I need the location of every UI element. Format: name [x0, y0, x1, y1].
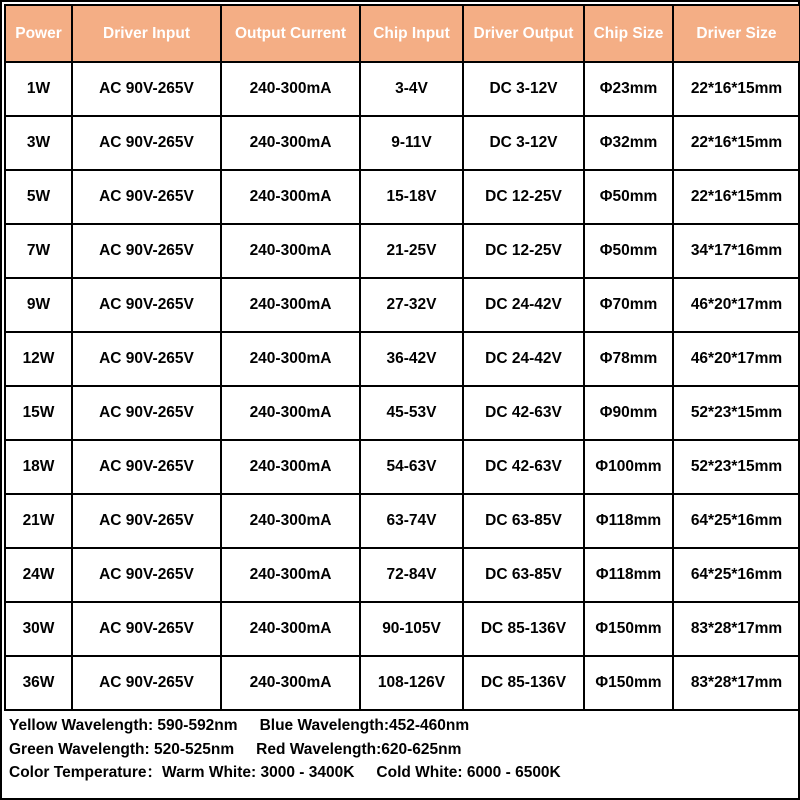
cell-chip-size: Φ70mm: [584, 278, 673, 332]
cell-power: 36W: [5, 656, 72, 710]
cell-output-current: 240-300mA: [221, 224, 360, 278]
cold-white: Cold White: 6000 - 6500K: [376, 764, 561, 781]
cell-driver-size: 46*20*17mm: [673, 332, 800, 386]
cell-chip-size: Φ118mm: [584, 548, 673, 602]
table-row: [5, 494, 800, 548]
table-row: [5, 602, 800, 656]
cell-driver-size: 64*25*16mm: [673, 494, 800, 548]
cell-chip-size: Φ150mm: [584, 602, 673, 656]
cell-driver-size: 83*28*17mm: [673, 602, 800, 656]
cell-driver-output: DC 42-63V: [463, 440, 584, 494]
cell-driver-input: AC 90V-265V: [72, 62, 221, 116]
table-row: [5, 332, 800, 386]
header-power: Power: [5, 5, 72, 62]
cell-power: 15W: [5, 386, 72, 440]
cell-output-current: 240-300mA: [221, 170, 360, 224]
cell-driver-input: AC 90V-265V: [72, 386, 221, 440]
cell-driver-size: 64*25*16mm: [673, 548, 800, 602]
header-driver-size: Driver Size: [673, 5, 800, 62]
cell-output-current: 240-300mA: [221, 548, 360, 602]
cell-driver-size: 22*16*15mm: [673, 62, 800, 116]
cell-driver-input: AC 90V-265V: [72, 602, 221, 656]
cell-output-current: 240-300mA: [221, 494, 360, 548]
table-header-row: [5, 5, 800, 62]
cell-driver-size: 46*20*17mm: [673, 278, 800, 332]
cell-chip-input: 15-18V: [360, 170, 463, 224]
cell-output-current: 240-300mA: [221, 440, 360, 494]
cell-driver-size: 52*23*15mm: [673, 440, 800, 494]
cell-chip-size: Φ78mm: [584, 332, 673, 386]
cell-driver-input: AC 90V-265V: [72, 656, 221, 710]
table-row: [5, 548, 800, 602]
notes-line-wavelength-2: [9, 738, 794, 762]
color-temperature-label: Color Temperature：: [9, 764, 163, 781]
header-chip-input: Chip Input: [360, 5, 463, 62]
cell-chip-size: Φ150mm: [584, 656, 673, 710]
cell-driver-output: DC 3-12V: [463, 116, 584, 170]
cell-output-current: 240-300mA: [221, 278, 360, 332]
cell-driver-input: AC 90V-265V: [72, 494, 221, 548]
cell-power: 12W: [5, 332, 72, 386]
cell-driver-size: 34*17*16mm: [673, 224, 800, 278]
spec-notes: [9, 714, 794, 785]
spec-table: [4, 4, 800, 711]
cell-power: 7W: [5, 224, 72, 278]
cell-chip-size: Φ23mm: [584, 62, 673, 116]
cell-driver-output: DC 12-25V: [463, 224, 584, 278]
cell-driver-input: AC 90V-265V: [72, 332, 221, 386]
cell-chip-input: 45-53V: [360, 386, 463, 440]
cell-driver-output: DC 24-42V: [463, 332, 584, 386]
table-row: [5, 440, 800, 494]
cell-driver-output: DC 63-85V: [463, 548, 584, 602]
cell-chip-size: Φ50mm: [584, 170, 673, 224]
cell-chip-size: Φ32mm: [584, 116, 673, 170]
cell-driver-output: DC 24-42V: [463, 278, 584, 332]
cell-output-current: 240-300mA: [221, 332, 360, 386]
cell-output-current: 240-300mA: [221, 386, 360, 440]
cell-power: 21W: [5, 494, 72, 548]
cell-driver-size: 22*16*15mm: [673, 116, 800, 170]
warm-white: Warm White: 3000 - 3400K: [162, 764, 355, 781]
cell-driver-output: DC 85-136V: [463, 602, 584, 656]
cell-driver-input: AC 90V-265V: [72, 170, 221, 224]
cell-chip-size: Φ100mm: [584, 440, 673, 494]
cell-chip-size: Φ50mm: [584, 224, 673, 278]
cell-power: 9W: [5, 278, 72, 332]
header-driver-output: Driver Output: [463, 5, 584, 62]
cell-chip-size: Φ90mm: [584, 386, 673, 440]
table-row: [5, 224, 800, 278]
table-row: [5, 656, 800, 710]
cell-driver-input: AC 90V-265V: [72, 224, 221, 278]
cell-driver-output: DC 85-136V: [463, 656, 584, 710]
cell-driver-input: AC 90V-265V: [72, 278, 221, 332]
cell-chip-input: 27-32V: [360, 278, 463, 332]
cell-chip-input: 63-74V: [360, 494, 463, 548]
table-row: [5, 62, 800, 116]
green-wavelength: Green Wavelength: 520-525nm: [9, 740, 235, 758]
cell-driver-size: 22*16*15mm: [673, 170, 800, 224]
red-wavelength: Red Wavelength:620-625nm: [256, 740, 462, 758]
cell-output-current: 240-300mA: [221, 656, 360, 710]
cell-driver-output: DC 3-12V: [463, 62, 584, 116]
header-output-current: Output Current: [221, 5, 360, 62]
cell-chip-input: 36-42V: [360, 332, 463, 386]
cell-power: 3W: [5, 116, 72, 170]
blue-wavelength: Blue Wavelength:452-460nm: [259, 717, 470, 734]
cell-driver-size: 52*23*15mm: [673, 386, 800, 440]
yellow-wavelength: Yellow Wavelength: 590-592nm: [9, 717, 238, 734]
cell-output-current: 240-300mA: [221, 602, 360, 656]
cell-driver-input: AC 90V-265V: [72, 440, 221, 494]
cell-driver-output: DC 63-85V: [463, 494, 584, 548]
table-row: [5, 170, 800, 224]
header-driver-input: Driver Input: [72, 5, 221, 62]
cell-driver-input: AC 90V-265V: [72, 548, 221, 602]
cell-driver-output: DC 42-63V: [463, 386, 584, 440]
cell-chip-input: 9-11V: [360, 116, 463, 170]
cell-output-current: 240-300mA: [221, 116, 360, 170]
table-row: [5, 116, 800, 170]
cell-output-current: 240-300mA: [221, 62, 360, 116]
cell-chip-input: 72-84V: [360, 548, 463, 602]
notes-line-wavelength-1: [9, 714, 794, 738]
table-row: [5, 278, 800, 332]
cell-power: 5W: [5, 170, 72, 224]
table-row: [5, 386, 800, 440]
cell-power: 18W: [5, 440, 72, 494]
cell-driver-input: AC 90V-265V: [72, 116, 221, 170]
notes-line-color-temperature: [9, 761, 794, 785]
cell-chip-size: Φ118mm: [584, 494, 673, 548]
cell-chip-input: 90-105V: [360, 602, 463, 656]
cell-chip-input: 21-25V: [360, 224, 463, 278]
cell-driver-size: 83*28*17mm: [673, 656, 800, 710]
cell-chip-input: 3-4V: [360, 62, 463, 116]
cell-power: 24W: [5, 548, 72, 602]
cell-power: 1W: [5, 62, 72, 116]
cell-chip-input: 108-126V: [360, 656, 463, 710]
cell-power: 30W: [5, 602, 72, 656]
cell-driver-output: DC 12-25V: [463, 170, 584, 224]
table-body: [5, 62, 800, 710]
header-chip-size: Chip Size: [584, 5, 673, 62]
cell-chip-input: 54-63V: [360, 440, 463, 494]
